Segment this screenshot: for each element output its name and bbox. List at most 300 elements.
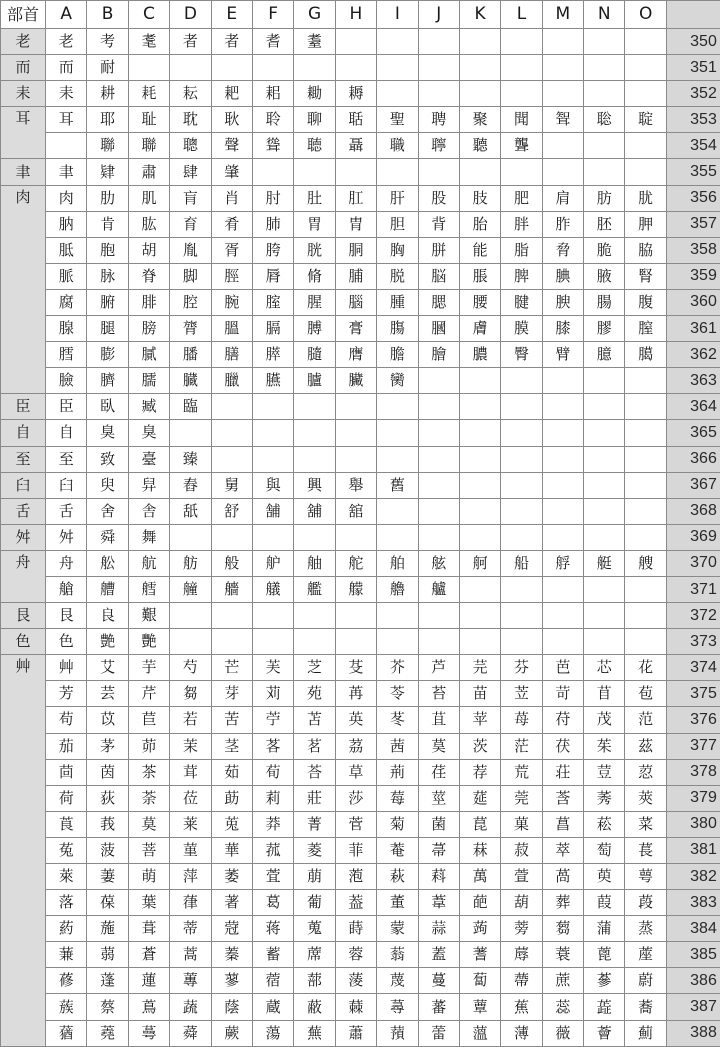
kanji-cell: 莵 xyxy=(211,811,252,837)
kanji-cell: 蔡 xyxy=(87,994,128,1020)
kanji-cell: 菜 xyxy=(625,811,666,837)
kanji-cell xyxy=(625,420,666,446)
kanji-cell: 脇 xyxy=(625,237,666,263)
row-number: 377 xyxy=(666,733,720,759)
kanji-cell xyxy=(501,446,542,472)
kanji-cell: 莊 xyxy=(294,785,335,811)
table-row xyxy=(1,316,720,342)
kanji-cell xyxy=(335,603,376,629)
kanji-cell: 脣 xyxy=(252,263,293,289)
kanji-cell xyxy=(501,524,542,550)
kanji-cell: 胱 xyxy=(294,237,335,263)
kanji-cell: 胎 xyxy=(459,211,500,237)
kanji-cell: 荊 xyxy=(377,759,418,785)
kanji-cell xyxy=(294,446,335,472)
kanji-cell: 萎 xyxy=(211,864,252,890)
kanji-cell: 葎 xyxy=(170,890,211,916)
kanji-cell xyxy=(170,55,211,81)
kanji-cell xyxy=(128,55,169,81)
kanji-cell xyxy=(584,524,625,550)
kanji-cell xyxy=(584,81,625,107)
kanji-cell: 臭 xyxy=(87,420,128,446)
table-row xyxy=(1,159,720,185)
kanji-cell: 苹 xyxy=(459,707,500,733)
kanji-cell: 蒋 xyxy=(252,916,293,942)
kanji-cell xyxy=(294,524,335,550)
kanji-cell: 胡 xyxy=(128,237,169,263)
kanji-cell: 葮 xyxy=(625,890,666,916)
row-number: 363 xyxy=(666,368,720,394)
radical-cell: 舌 xyxy=(1,498,46,524)
kanji-cell xyxy=(542,81,583,107)
kanji-cell xyxy=(584,446,625,472)
kanji-cell: 菎 xyxy=(459,811,500,837)
kanji-cell: 耕 xyxy=(87,81,128,107)
kanji-cell: 膣 xyxy=(625,316,666,342)
kanji-cell: 苧 xyxy=(252,707,293,733)
kanji-cell: 膚 xyxy=(459,316,500,342)
kanji-cell: 蔟 xyxy=(46,994,87,1020)
kanji-cell xyxy=(418,394,459,420)
kanji-cell: 臧 xyxy=(128,394,169,420)
kanji-cell: 耜 xyxy=(252,81,293,107)
kanji-cell: 脹 xyxy=(459,263,500,289)
kanji-cell: 萢 xyxy=(335,864,376,890)
kanji-cell: 艱 xyxy=(128,603,169,629)
kanji-cell xyxy=(252,603,293,629)
kanji-cell: 芻 xyxy=(170,681,211,707)
kanji-cell: 舛 xyxy=(46,524,87,550)
kanji-cell: 至 xyxy=(46,446,87,472)
row-number: 353 xyxy=(666,107,720,133)
kanji-cell: 菊 xyxy=(377,811,418,837)
kanji-cell xyxy=(211,629,252,655)
kanji-cell xyxy=(459,29,500,55)
kanji-cell: 葉 xyxy=(128,890,169,916)
kanji-cell xyxy=(625,524,666,550)
kanji-cell: 芹 xyxy=(128,681,169,707)
kanji-cell: 萵 xyxy=(542,864,583,890)
kanji-cell: 蒔 xyxy=(335,916,376,942)
row-number: 384 xyxy=(666,916,720,942)
radical-cell: 臼 xyxy=(1,472,46,498)
kanji-cell xyxy=(459,55,500,81)
kanji-cell: 聳 xyxy=(252,133,293,159)
kanji-cell xyxy=(584,159,625,185)
kanji-cell: 胯 xyxy=(252,237,293,263)
kanji-cell: 茱 xyxy=(584,733,625,759)
kanji-cell: 莇 xyxy=(211,785,252,811)
kanji-cell: 蓄 xyxy=(252,942,293,968)
kanji-cell: 胛 xyxy=(625,211,666,237)
kanji-cell xyxy=(377,603,418,629)
table-row xyxy=(1,368,720,394)
row-number: 379 xyxy=(666,785,720,811)
table-row xyxy=(1,942,720,968)
kanji-cell xyxy=(418,368,459,394)
kanji-cell: 脊 xyxy=(128,263,169,289)
kanji-cell: 艨 xyxy=(335,576,376,602)
kanji-cell: 臉 xyxy=(46,368,87,394)
kanji-cell xyxy=(335,446,376,472)
kanji-cell: 聾 xyxy=(501,133,542,159)
kanji-cell: 莉 xyxy=(252,785,293,811)
kanji-cell: 茯 xyxy=(542,733,583,759)
kanji-cell: 聞 xyxy=(501,107,542,133)
radical-cell: 而 xyxy=(1,55,46,81)
kanji-cell: 脈 xyxy=(46,263,87,289)
kanji-cell: 菱 xyxy=(294,837,335,863)
kanji-cell: 莎 xyxy=(335,785,376,811)
kanji-cell: 萪 xyxy=(418,864,459,890)
kanji-cell: 萼 xyxy=(625,864,666,890)
row-number: 351 xyxy=(666,55,720,81)
kanji-cell: 腮 xyxy=(418,289,459,315)
table-row xyxy=(1,394,720,420)
column-header: I xyxy=(377,1,418,29)
kanji-cell: 聒 xyxy=(335,107,376,133)
kanji-cell: 舘 xyxy=(335,498,376,524)
kanji-cell: 荳 xyxy=(584,759,625,785)
kanji-cell xyxy=(501,81,542,107)
kanji-cell: 蒡 xyxy=(501,916,542,942)
kanji-cell xyxy=(252,159,293,185)
row-number: 364 xyxy=(666,394,720,420)
kanji-cell: 艦 xyxy=(294,576,335,602)
kanji-cell xyxy=(542,498,583,524)
kanji-cell: 舷 xyxy=(418,550,459,576)
radical-cell: 臣 xyxy=(1,394,46,420)
kanji-cell xyxy=(418,29,459,55)
kanji-cell xyxy=(625,368,666,394)
kanji-cell: 蔕 xyxy=(501,968,542,994)
kanji-cell xyxy=(542,29,583,55)
kanji-cell: 臠 xyxy=(377,368,418,394)
kanji-cell: 芍 xyxy=(170,655,211,681)
kanji-cell: 臂 xyxy=(542,342,583,368)
kanji-cell: 蓉 xyxy=(335,942,376,968)
kanji-cell xyxy=(625,446,666,472)
kanji-cell xyxy=(625,133,666,159)
row-number: 378 xyxy=(666,759,720,785)
kanji-cell: 臥 xyxy=(87,394,128,420)
kanji-cell: 脩 xyxy=(294,263,335,289)
kanji-cell: 腆 xyxy=(542,263,583,289)
kanji-cell: 薀 xyxy=(459,1020,500,1046)
kanji-cell: 艶 xyxy=(87,629,128,655)
kanji-cell: 艪 xyxy=(377,576,418,602)
kanji-cell: 航 xyxy=(128,550,169,576)
kanji-cell: 芟 xyxy=(335,655,376,681)
kanji-cell: 蒼 xyxy=(128,942,169,968)
kanji-cell: 苗 xyxy=(459,681,500,707)
kanji-cell: 菻 xyxy=(459,837,500,863)
radical-cell: 舟 xyxy=(1,550,46,602)
kanji-cell: 茄 xyxy=(46,733,87,759)
kanji-cell: 膜 xyxy=(501,316,542,342)
kanji-cell: 胖 xyxy=(501,211,542,237)
kanji-cell xyxy=(459,498,500,524)
row-number: 387 xyxy=(666,994,720,1020)
row-number: 372 xyxy=(666,603,720,629)
kanji-cell: 蒿 xyxy=(170,942,211,968)
kanji-cell xyxy=(335,394,376,420)
kanji-cell xyxy=(459,603,500,629)
table-row xyxy=(1,994,720,1020)
kanji-cell xyxy=(252,394,293,420)
kanji-cell: 蓋 xyxy=(418,942,459,968)
kanji-cell xyxy=(170,603,211,629)
row-number: 385 xyxy=(666,942,720,968)
table-body xyxy=(1,29,720,1047)
row-number: 350 xyxy=(666,29,720,55)
kanji-cell: 脾 xyxy=(501,263,542,289)
column-header: A xyxy=(46,1,87,29)
kanji-cell: 胸 xyxy=(377,237,418,263)
kanji-cell: 蕁 xyxy=(377,994,418,1020)
table-row xyxy=(1,576,720,602)
header-row xyxy=(1,1,720,29)
kanji-cell xyxy=(211,55,252,81)
kanji-cell: 苛 xyxy=(542,681,583,707)
kanji-cell: 莨 xyxy=(46,811,87,837)
kanji-cell: 葢 xyxy=(335,890,376,916)
kanji-cell: 耆 xyxy=(252,29,293,55)
kanji-cell: 芬 xyxy=(501,655,542,681)
kanji-cell xyxy=(584,394,625,420)
kanji-cell: 蔵 xyxy=(252,994,293,1020)
row-number: 355 xyxy=(666,159,720,185)
row-number: 383 xyxy=(666,890,720,916)
kanji-cell: 臑 xyxy=(128,368,169,394)
kanji-cell: 芙 xyxy=(252,655,293,681)
kanji-cell: 腦 xyxy=(335,289,376,315)
column-header: L xyxy=(501,1,542,29)
kanji-cell: 股 xyxy=(418,185,459,211)
kanji-cell: 萌 xyxy=(128,864,169,890)
kanji-cell: 蒂 xyxy=(170,916,211,942)
kanji-cell: 肓 xyxy=(170,185,211,211)
kanji-cell: 舉 xyxy=(335,472,376,498)
column-header: C xyxy=(128,1,169,29)
kanji-cell: 艫 xyxy=(418,576,459,602)
kanji-cell: 蕋 xyxy=(584,994,625,1020)
kanji-cell xyxy=(377,81,418,107)
kanji-cell: 荘 xyxy=(542,759,583,785)
kanji-cell: 聟 xyxy=(542,107,583,133)
kanji-cell: 耿 xyxy=(211,107,252,133)
kanji-cell: 葆 xyxy=(87,890,128,916)
kanji-cell: 膵 xyxy=(252,342,293,368)
kanji-cell: 花 xyxy=(625,655,666,681)
kanji-cell: 蒟 xyxy=(459,916,500,942)
kanji-cell: 茆 xyxy=(128,733,169,759)
kanji-cell: 膨 xyxy=(87,342,128,368)
kanji-cell: 蕕 xyxy=(46,1020,87,1046)
kanji-cell: 薊 xyxy=(625,1020,666,1046)
kanji-cell: 苣 xyxy=(128,707,169,733)
kanji-cell xyxy=(542,394,583,420)
kanji-cell: 胞 xyxy=(87,237,128,263)
kanji-cell: 茂 xyxy=(584,707,625,733)
kanji-cell xyxy=(501,420,542,446)
row-number: 360 xyxy=(666,289,720,315)
kanji-cell: 苙 xyxy=(501,681,542,707)
kanji-cell: 蕉 xyxy=(501,994,542,1020)
kanji-cell: 臀 xyxy=(501,342,542,368)
kanji-cell: 葹 xyxy=(87,916,128,942)
kanji-cell: 茉 xyxy=(170,733,211,759)
kanji-cell xyxy=(211,524,252,550)
row-number: 370 xyxy=(666,550,720,576)
kanji-cell: 耻 xyxy=(128,107,169,133)
table-row xyxy=(1,629,720,655)
kanji-cell: 者 xyxy=(170,29,211,55)
kanji-cell: 苳 xyxy=(377,707,418,733)
kanji-cell: 耗 xyxy=(128,81,169,107)
table-row xyxy=(1,733,720,759)
kanji-cell: 茶 xyxy=(128,759,169,785)
table-row xyxy=(1,472,720,498)
radical-cell: 老 xyxy=(1,29,46,55)
kanji-cell: 職 xyxy=(377,133,418,159)
kanji-cell: 蓁 xyxy=(211,942,252,968)
row-number: 373 xyxy=(666,629,720,655)
kanji-cell: 腎 xyxy=(625,263,666,289)
kanji-cell: 耄 xyxy=(128,29,169,55)
kanji-cell: 莠 xyxy=(584,785,625,811)
kanji-cell xyxy=(625,159,666,185)
kanji-cell xyxy=(335,524,376,550)
table-row xyxy=(1,707,720,733)
kanji-cell: 茴 xyxy=(46,759,87,785)
kanji-cell: 聶 xyxy=(335,133,376,159)
kanji-cell: 莟 xyxy=(542,785,583,811)
table-row xyxy=(1,81,720,107)
kanji-cell xyxy=(211,603,252,629)
kanji-cell xyxy=(418,472,459,498)
kanji-cell: 腿 xyxy=(87,316,128,342)
kanji-cell: 脱 xyxy=(377,263,418,289)
kanji-cell: 脛 xyxy=(211,263,252,289)
column-header: N xyxy=(584,1,625,29)
kanji-cell xyxy=(335,420,376,446)
kanji-cell: 良 xyxy=(87,603,128,629)
row-number: 368 xyxy=(666,498,720,524)
kanji-cell: 蓬 xyxy=(87,968,128,994)
kanji-cell: 萱 xyxy=(501,864,542,890)
kanji-cell: 落 xyxy=(46,890,87,916)
table-row xyxy=(1,968,720,994)
kanji-cell: 肖 xyxy=(211,185,252,211)
kanji-cell: 肉 xyxy=(46,185,87,211)
kanji-cell: 聢 xyxy=(625,107,666,133)
kanji-cell: 能 xyxy=(459,237,500,263)
kanji-cell xyxy=(584,368,625,394)
kanji-cell: 聯 xyxy=(128,133,169,159)
kanji-cell: 艮 xyxy=(46,603,87,629)
radical-cell: 艸 xyxy=(1,655,46,1047)
kanji-cell: 茵 xyxy=(87,759,128,785)
kanji-cell: 胚 xyxy=(584,211,625,237)
kanji-cell: 蓚 xyxy=(46,968,87,994)
kanji-cell: 薈 xyxy=(584,1020,625,1046)
kanji-cell xyxy=(377,394,418,420)
kanji-cell: 萬 xyxy=(459,864,500,890)
kanji-cell xyxy=(542,420,583,446)
kanji-cell xyxy=(294,159,335,185)
kanji-cell xyxy=(542,55,583,81)
kanji-cell: 荼 xyxy=(128,785,169,811)
kanji-cell xyxy=(542,133,583,159)
kanji-cell: 聚 xyxy=(459,107,500,133)
kanji-cell: 蓖 xyxy=(584,942,625,968)
table-row xyxy=(1,916,720,942)
kanji-cell: 肴 xyxy=(211,211,252,237)
kanji-cell: 膳 xyxy=(211,342,252,368)
kanji-cell: 臻 xyxy=(170,446,211,472)
kanji-cell: 臨 xyxy=(170,394,211,420)
radical-cell: 耒 xyxy=(1,81,46,107)
kanji-cell: 腹 xyxy=(625,289,666,315)
row-number: 381 xyxy=(666,837,720,863)
row-number: 376 xyxy=(666,707,720,733)
kanji-cell: 肛 xyxy=(335,185,376,211)
kanji-cell: 舞 xyxy=(128,524,169,550)
kanji-cell: 芒 xyxy=(211,655,252,681)
row-number: 386 xyxy=(666,968,720,994)
kanji-cell: 菓 xyxy=(501,811,542,837)
row-number: 374 xyxy=(666,655,720,681)
kanji-cell: 考 xyxy=(87,29,128,55)
kanji-cell: 聴 xyxy=(294,133,335,159)
kanji-cell: 莪 xyxy=(87,811,128,837)
kanji-cell: 臈 xyxy=(625,342,666,368)
kanji-cell: 肅 xyxy=(128,159,169,185)
kanji-cell: 葦 xyxy=(418,890,459,916)
kanji-cell: 脳 xyxy=(418,263,459,289)
radical-cell: 艮 xyxy=(1,603,46,629)
kanji-cell: 菴 xyxy=(377,837,418,863)
kanji-cell xyxy=(377,446,418,472)
kanji-cell: 色 xyxy=(46,629,87,655)
kanji-cell: 茲 xyxy=(625,733,666,759)
kanji-cell: 腥 xyxy=(294,289,335,315)
kanji-cell: 胆 xyxy=(377,211,418,237)
kanji-cell: 菫 xyxy=(170,837,211,863)
kanji-cell: 茹 xyxy=(211,759,252,785)
kanji-cell: 蔽 xyxy=(294,994,335,1020)
kanji-cell: 肪 xyxy=(584,185,625,211)
table-row xyxy=(1,420,720,446)
kanji-cell: 背 xyxy=(418,211,459,237)
kanji-cell: 苜 xyxy=(584,681,625,707)
kanji-cell: 膠 xyxy=(584,316,625,342)
kanji-cell: 荏 xyxy=(418,759,459,785)
table-row xyxy=(1,446,720,472)
kanji-cell: 苔 xyxy=(418,681,459,707)
table-row xyxy=(1,550,720,576)
kanji-cell: 蓍 xyxy=(459,942,500,968)
kanji-cell xyxy=(625,81,666,107)
table-row xyxy=(1,107,720,133)
kanji-cell: 臭 xyxy=(128,420,169,446)
table-row xyxy=(1,681,720,707)
kanji-cell: 膺 xyxy=(335,342,376,368)
kanji-cell xyxy=(542,472,583,498)
kanji-cell: 耶 xyxy=(87,107,128,133)
kanji-cell: 蒜 xyxy=(418,916,459,942)
